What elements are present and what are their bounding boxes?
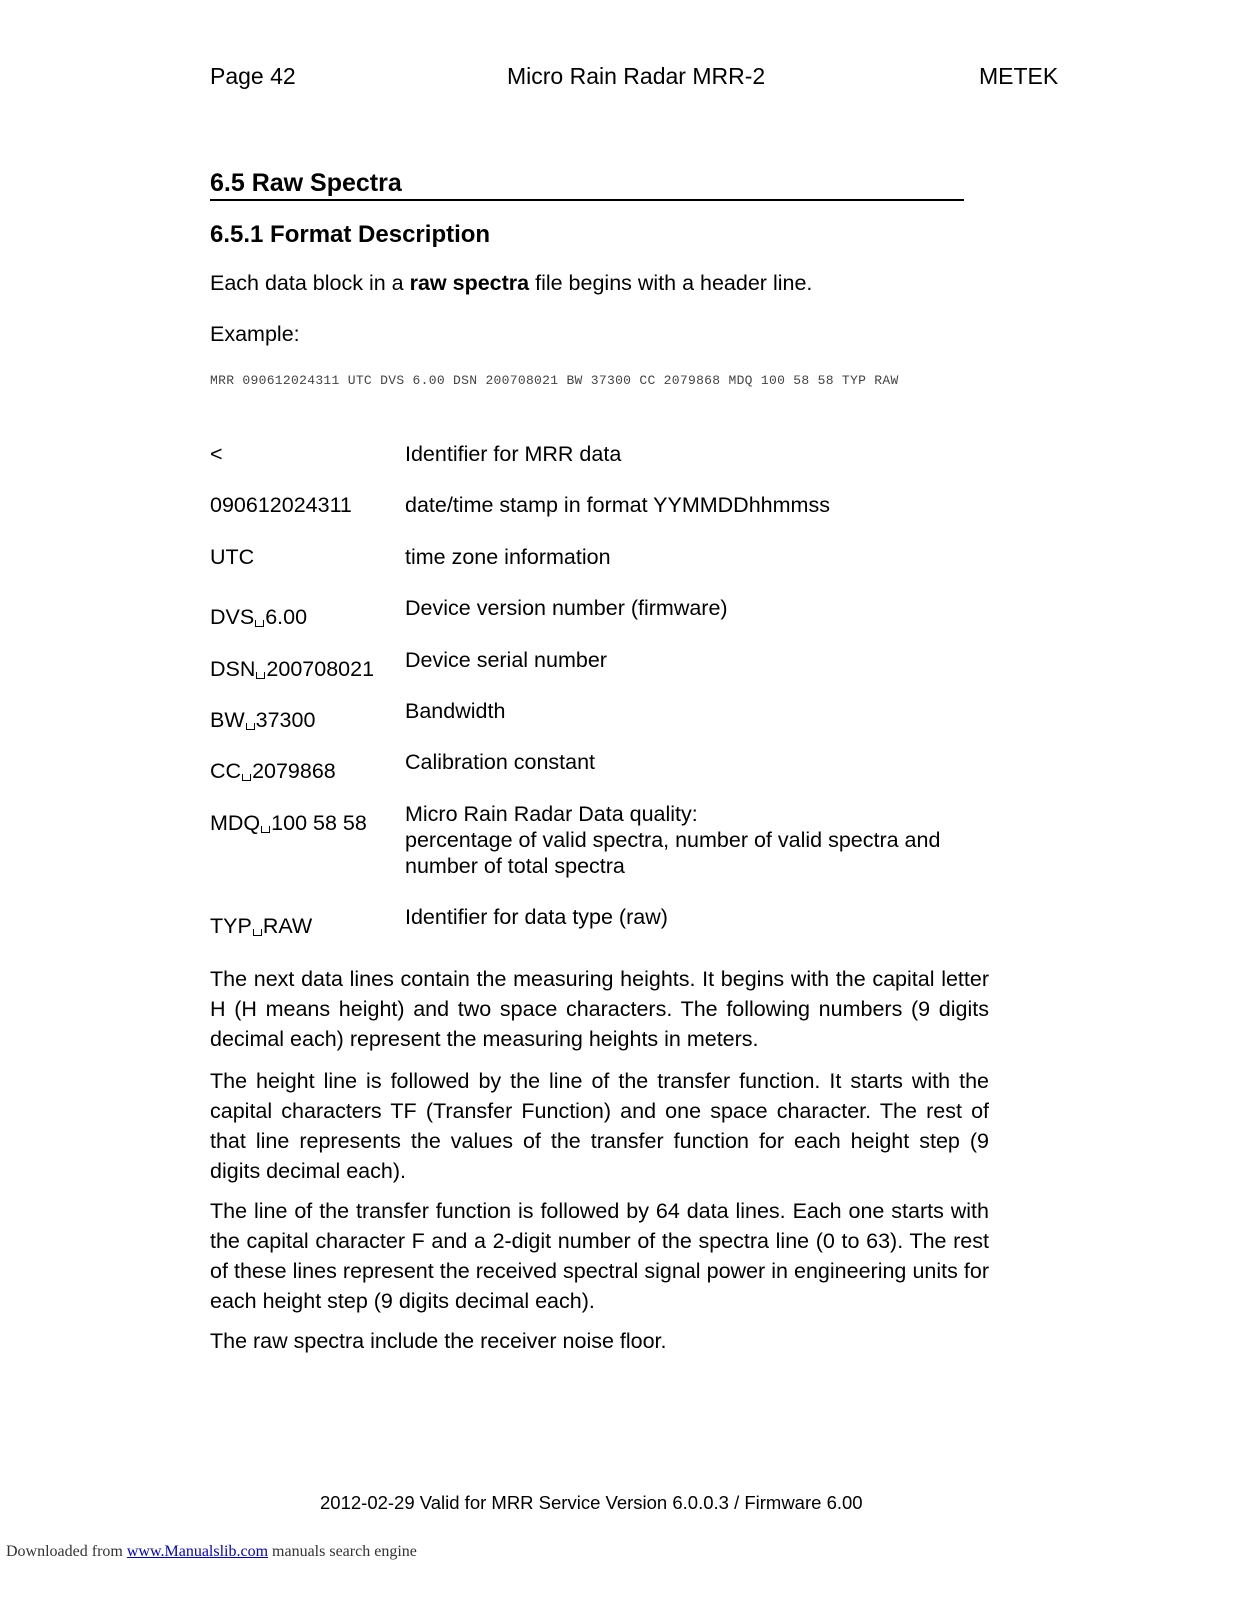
field-key bbox=[210, 758, 400, 784]
space-symbol bbox=[261, 826, 270, 833]
intro-prefix: Each data block in a bbox=[210, 271, 410, 295]
section-title: 6.5 Raw Spectra bbox=[210, 168, 964, 201]
field-desc: time zone information bbox=[405, 545, 611, 569]
field-key bbox=[210, 656, 400, 682]
desc-line: percentage of valid spectra, number of valid spectra and bbox=[405, 828, 941, 852]
intro-suffix: file begins with a header line. bbox=[529, 271, 813, 295]
key-name: CC bbox=[210, 759, 242, 783]
field-key bbox=[210, 913, 400, 939]
page-footer: 2012-02-29 Valid for MRR Service Version 6.0.0.3 / Firmware 6.00 bbox=[320, 1492, 863, 1513]
space-symbol bbox=[255, 620, 264, 627]
document-title: Micro Rain Radar MRR-2 bbox=[507, 63, 766, 89]
key-value: 37300 bbox=[255, 708, 316, 732]
download-prefix: Downloaded from bbox=[6, 1543, 127, 1560]
space-symbol bbox=[256, 672, 265, 679]
body-paragraph: The line of the transfer function is followed by 64 data lines. Each one starts with the capital character F and a 2-digit number of the spectra line (0 to 63). The rest of these lines represent the received spectral signal power in engineering units for each height step (9 digits decimal each). bbox=[210, 1199, 989, 1313]
field-key: < bbox=[210, 442, 223, 466]
field-desc bbox=[405, 801, 990, 879]
body-paragraph: The height line is followed by the line of the transfer function. It starts with the capital characters TF (Transfer Function) and one space character. The rest of that line represents the values of the transfer function for each height step (9 digits decimal each). bbox=[210, 1069, 989, 1183]
field-key bbox=[210, 604, 400, 630]
field-desc: Bandwidth bbox=[405, 699, 506, 723]
field-desc: Device version number (firmware) bbox=[405, 596, 728, 620]
example-label: Example: bbox=[210, 322, 300, 346]
desc-line: number of total spectra bbox=[405, 854, 625, 878]
field-desc: Identifier for data type (raw) bbox=[405, 905, 668, 929]
subsection-title: 6.5.1 Format Description bbox=[210, 221, 491, 248]
page-number: Page 42 bbox=[210, 63, 296, 89]
desc-line: Micro Rain Radar Data quality: bbox=[405, 802, 698, 826]
key-name: BW bbox=[210, 708, 245, 732]
download-notice bbox=[6, 1541, 417, 1563]
key-name: DVS bbox=[210, 605, 255, 629]
space-symbol bbox=[242, 774, 251, 781]
intro-paragraph bbox=[210, 268, 989, 298]
field-desc: date/time stamp in format YYMMDDhhmmss bbox=[405, 493, 830, 517]
key-value: 6.00 bbox=[265, 605, 308, 629]
company-name: METEK bbox=[979, 63, 1059, 89]
key-value: RAW bbox=[262, 914, 313, 938]
key-name: MDQ bbox=[210, 811, 261, 835]
key-name: TYP bbox=[210, 914, 252, 938]
field-key: UTC bbox=[210, 545, 255, 569]
field-key bbox=[210, 810, 400, 836]
body-paragraph: The raw spectra include the receiver noise floor. bbox=[210, 1329, 667, 1353]
space-symbol bbox=[246, 723, 255, 730]
key-name: DSN bbox=[210, 657, 256, 681]
manualslib-link[interactable]: www.Manualslib.com bbox=[126, 1543, 269, 1560]
download-suffix: manuals search engine bbox=[268, 1543, 417, 1560]
key-value: 200708021 bbox=[266, 657, 375, 681]
key-value: 100 58 58 bbox=[271, 811, 367, 835]
field-desc: Device serial number bbox=[405, 648, 607, 672]
field-desc: Calibration constant bbox=[405, 750, 596, 774]
field-desc: Identifier for MRR data bbox=[405, 442, 622, 466]
key-value: 2079868 bbox=[252, 759, 336, 783]
space-symbol bbox=[253, 929, 262, 936]
example-code: MRR 090612024311 UTC DVS 6.00 DSN 200708021 BW 37300 CC 2079868 MDQ 100 58 58 TYP RAW bbox=[210, 373, 899, 388]
body-paragraph: The next data lines contain the measuring heights. It begins with the capital letter H (H means height) and two space characters. The following numbers (9 digits decimal each) represent the measuring heights in meters. bbox=[210, 967, 989, 1051]
intro-bold: raw spectra bbox=[409, 271, 530, 295]
field-key bbox=[210, 707, 400, 733]
field-key: 090612024311 bbox=[210, 493, 352, 517]
